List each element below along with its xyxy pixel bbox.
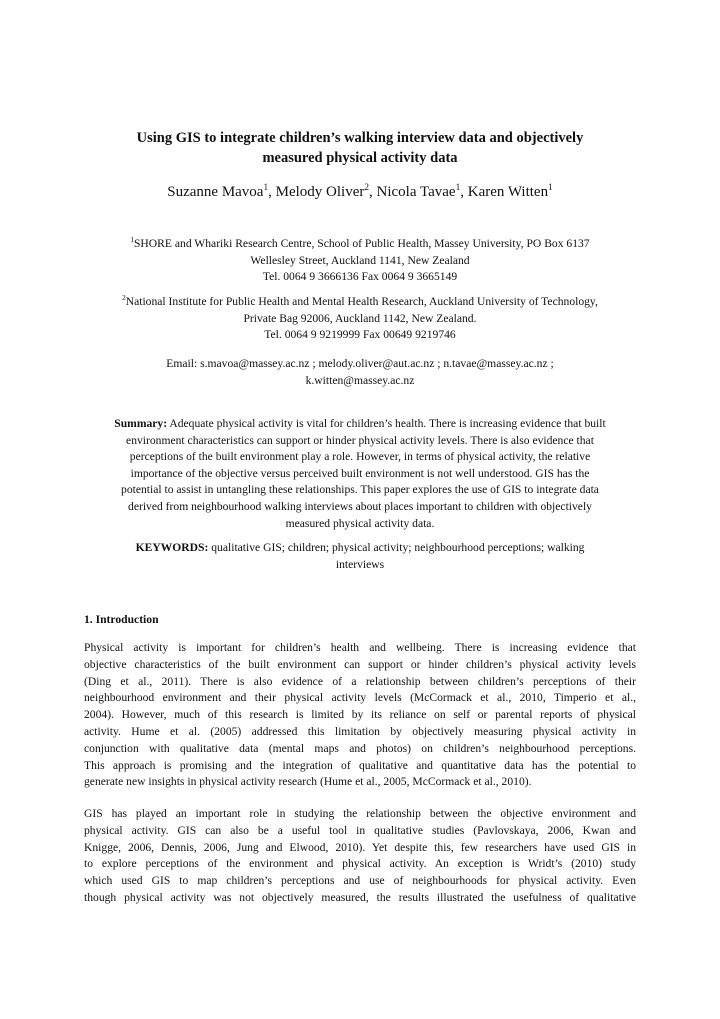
paragraph-1 bbox=[84, 640, 636, 791]
author-affiliation-mark: 1 bbox=[263, 183, 269, 193]
author-affiliation-mark: 1 bbox=[455, 183, 461, 193]
summary-abstract bbox=[84, 416, 636, 532]
author: Melody Oliver bbox=[275, 184, 365, 200]
paragraph-line: objective characteristics of the built environment can support or hinder children’s physical activity levels bbox=[84, 657, 636, 671]
keywords-line: KEYWORDS: qualitative GIS; children; physical activity; neighbourhood perceptions; walking bbox=[135, 541, 585, 554]
summary-line: importance of the objective versus perceived built environment is not well understood. GIS has the bbox=[130, 466, 590, 480]
affiliation-line: Tel. 0064 9 3666136 Fax 0064 9 3665149 bbox=[262, 270, 458, 283]
paper-title bbox=[80, 128, 640, 168]
affiliation-mark: 1 bbox=[130, 236, 134, 245]
author-affiliation-mark: 1 bbox=[548, 183, 553, 193]
author: Suzanne Mavoa bbox=[167, 184, 264, 200]
summary-line: potential to assist in untangling these relationships. This paper explores the use of GIS to integrate data bbox=[121, 483, 599, 497]
email-block bbox=[70, 356, 650, 389]
paragraph-line: 2004). However, much of this research is limited by its reliance on self or parental reports of physical bbox=[84, 708, 636, 722]
summary-line: Summary: Adequate physical activity is vital for children’s health. There is increasing evidence that built bbox=[114, 417, 606, 430]
author-separator: , bbox=[268, 184, 276, 200]
summary-line: measured physical activity data. bbox=[285, 516, 435, 530]
paragraph-line: activity. Hume et al. (2005) addressed this limitation by objectively measuring physical activity in bbox=[84, 724, 636, 738]
keywords bbox=[84, 540, 636, 573]
affiliation-line: $^2$National Institute for Public Health and Mental Health Research, Auckland University of Technology, bbox=[122, 294, 598, 308]
keywords-line: interviews bbox=[335, 557, 385, 571]
author-list bbox=[60, 182, 660, 202]
paragraph-line: generate new insights in physical activity research (Hume et al., 2005, McCormack et al., 2010). bbox=[84, 775, 532, 789]
title-line-2: measured physical activity data bbox=[262, 150, 458, 166]
paragraph-line: Knigge, 2006, Dennis, 2006, Jung and Elwood, 2010). Yet despite this, few researchers have used GIS in bbox=[84, 840, 636, 854]
paragraph-line: physical activity. GIS can also be a useful tool in qualitative studies (Pavlovskaya, 2006, Kwan and bbox=[84, 823, 636, 837]
summary-label: Summary: bbox=[114, 417, 168, 430]
email-line: Email: s.mavoa@massey.ac.nz ; melody.oliver@aut.ac.nz ; n.tavae@massey.ac.nz ; bbox=[166, 357, 554, 370]
affiliation-line: $^1$SHORE and Whariki Research Centre, School of Public Health, Massey University, PO Box 6137 bbox=[130, 236, 590, 250]
keywords-label: KEYWORDS: bbox=[135, 541, 209, 554]
affiliation-2 bbox=[70, 294, 650, 344]
affiliation-line: Private Bag 92006, Auckland 1142, New Zealand. bbox=[243, 311, 477, 325]
author-separator: , bbox=[460, 184, 468, 200]
author: Karen Witten bbox=[467, 184, 549, 200]
author-separator: , bbox=[369, 184, 377, 200]
summary-line: environment characteristics can support or hinder physical activity levels. There is also evidence that bbox=[126, 433, 594, 447]
paragraph-line: This approach is promising and the integration of qualitative and quantitative data has the potential to bbox=[84, 758, 636, 772]
paragraph-line: Physical activity is important for children’s health and wellbeing. There is increasing evidence that bbox=[84, 641, 636, 654]
paragraph-line: conjunction with qualitative data (mental maps and photos) on children’s neighbourhood perceptions. bbox=[84, 741, 636, 755]
section-heading: 1. Introduction bbox=[84, 613, 159, 626]
author: Nicola Tavae bbox=[376, 184, 456, 200]
summary-line: perceptions of the built environment play a role. However, in terms of physical activity, the relative bbox=[129, 450, 591, 464]
summary-line: derived from neighbourhood walking interviews about places important to children with objectively bbox=[128, 499, 592, 513]
paragraph-2 bbox=[84, 806, 636, 907]
affiliation-mark: 2 bbox=[122, 294, 126, 303]
paragraph-line: though physical activity was not objectively measured, the results illustrated the usefulness of qualitative bbox=[84, 890, 636, 904]
paragraph-line: (Ding et al., 2011). There is also evidence of a relationship between children’s perceptions of their bbox=[84, 674, 636, 688]
paragraph-line: which used GIS to map children’s perceptions and use of neighbourhoods for physical activity. Even bbox=[84, 874, 636, 888]
affiliation-line: Tel. 0064 9 9219999 Fax 00649 9219746 bbox=[264, 328, 456, 341]
title-line-1: Using GIS to integrate children’s walking interview data and objectively bbox=[136, 130, 584, 146]
paragraph-line: neighbourhood environment and their physical activity levels (McCormack et al., 2010, Timperio et al., bbox=[84, 691, 636, 705]
affiliation-1 bbox=[70, 236, 650, 286]
author-affiliation-mark: 2 bbox=[364, 183, 370, 193]
affiliation-line: Wellesley Street, Auckland 1141, New Zealand bbox=[250, 253, 470, 267]
email-line: k.witten@massey.ac.nz bbox=[305, 373, 415, 387]
paragraph-line: GIS has played an important role in studying the relationship between the objective environment and bbox=[84, 807, 636, 820]
paragraph-line: to explore perceptions of the environment and physical activity. An exception is Wridt’s (2010) study bbox=[84, 857, 636, 871]
